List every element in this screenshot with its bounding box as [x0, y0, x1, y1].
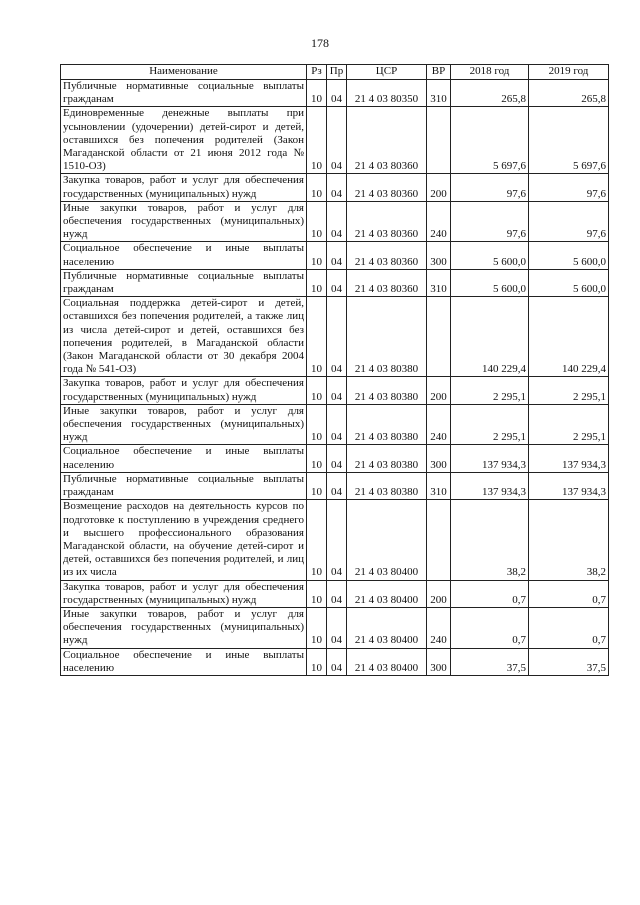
cell-pr: 04 [327, 377, 347, 404]
cell-csr: 21 4 03 80360 [347, 107, 427, 174]
cell-2019: 2 295,1 [529, 377, 609, 404]
table-row [61, 404, 609, 445]
cell-name: Возмещение расходов на деятельность курсов по подготовке к поступлению в учреждения среднего и высшего профессионального образования Магаданской области, на обучение детей-сирот и детей, оставшихся без попечения родителей, и лиц из их числа [61, 500, 307, 580]
cell-rz: 10 [307, 377, 327, 404]
header-pr: Пр [327, 65, 347, 80]
table-row [61, 174, 609, 201]
cell-name: Публичные нормативные социальные выплаты гражданам [61, 269, 307, 296]
cell-rz: 10 [307, 269, 327, 296]
cell-2019: 0,7 [529, 607, 609, 648]
cell-2018: 0,7 [451, 580, 529, 607]
cell-pr: 04 [327, 472, 347, 499]
cell-rz: 10 [307, 580, 327, 607]
cell-2019: 0,7 [529, 580, 609, 607]
cell-vr: 310 [427, 472, 451, 499]
table-body [61, 80, 609, 676]
cell-2019: 140 229,4 [529, 297, 609, 377]
cell-rz: 10 [307, 174, 327, 201]
cell-rz: 10 [307, 107, 327, 174]
cell-name: Социальное обеспечение и иные выплаты населению [61, 242, 307, 269]
header-2018: 2018 год [451, 65, 529, 80]
cell-2019: 5 600,0 [529, 242, 609, 269]
cell-rz: 10 [307, 242, 327, 269]
cell-name: Социальное обеспечение и иные выплаты населению [61, 445, 307, 472]
table-row [61, 445, 609, 472]
cell-2018: 5 600,0 [451, 269, 529, 296]
cell-vr: 200 [427, 174, 451, 201]
cell-2018: 137 934,3 [451, 472, 529, 499]
cell-csr: 21 4 03 80400 [347, 607, 427, 648]
table-row [61, 297, 609, 377]
cell-pr: 04 [327, 297, 347, 377]
cell-name: Иные закупки товаров, работ и услуг для обеспечения государственных (муниципальных) нужд [61, 404, 307, 445]
cell-name: Закупка товаров, работ и услуг для обеспечения государственных (муниципальных) нужд [61, 377, 307, 404]
cell-2019: 2 295,1 [529, 404, 609, 445]
cell-rz: 10 [307, 445, 327, 472]
cell-pr: 04 [327, 500, 347, 580]
cell-pr: 04 [327, 607, 347, 648]
cell-vr: 200 [427, 580, 451, 607]
table-row [61, 580, 609, 607]
table-row [61, 107, 609, 174]
cell-2019: 38,2 [529, 500, 609, 580]
cell-pr: 04 [327, 445, 347, 472]
table-row [61, 80, 609, 107]
table-row [61, 500, 609, 580]
cell-2019: 5 697,6 [529, 107, 609, 174]
cell-2019: 5 600,0 [529, 269, 609, 296]
cell-csr: 21 4 03 80360 [347, 174, 427, 201]
cell-rz: 10 [307, 607, 327, 648]
cell-2019: 37,5 [529, 648, 609, 675]
cell-vr [427, 107, 451, 174]
cell-vr: 300 [427, 242, 451, 269]
header-2019: 2019 год [529, 65, 609, 80]
cell-csr: 21 4 03 80350 [347, 80, 427, 107]
table-row [61, 607, 609, 648]
cell-rz: 10 [307, 648, 327, 675]
cell-pr: 04 [327, 242, 347, 269]
cell-name: Публичные нормативные социальные выплаты гражданам [61, 472, 307, 499]
table-row [61, 377, 609, 404]
cell-2018: 5 697,6 [451, 107, 529, 174]
cell-rz: 10 [307, 500, 327, 580]
cell-vr: 240 [427, 607, 451, 648]
header-name: Наименование [61, 65, 307, 80]
cell-name: Единовременные денежные выплаты при усыновлении (удочерении) детей-сирот и детей, оставшихся без попечения родителей (Закон Магаданской области от 21 июня 2012 года № 1510-ОЗ) [61, 107, 307, 174]
cell-pr: 04 [327, 404, 347, 445]
cell-2019: 137 934,3 [529, 472, 609, 499]
cell-csr: 21 4 03 80400 [347, 500, 427, 580]
cell-csr: 21 4 03 80360 [347, 242, 427, 269]
cell-2019: 265,8 [529, 80, 609, 107]
cell-name: Иные закупки товаров, работ и услуг для обеспечения государственных (муниципальных) нужд [61, 607, 307, 648]
cell-pr: 04 [327, 580, 347, 607]
cell-vr: 240 [427, 201, 451, 242]
cell-2019: 137 934,3 [529, 445, 609, 472]
cell-pr: 04 [327, 201, 347, 242]
cell-name: Закупка товаров, работ и услуг для обеспечения государственных (муниципальных) нужд [61, 174, 307, 201]
cell-csr: 21 4 03 80380 [347, 297, 427, 377]
cell-pr: 04 [327, 107, 347, 174]
cell-2018: 5 600,0 [451, 242, 529, 269]
cell-2018: 0,7 [451, 607, 529, 648]
cell-2018: 37,5 [451, 648, 529, 675]
cell-vr: 300 [427, 648, 451, 675]
cell-csr: 21 4 03 80380 [347, 445, 427, 472]
cell-name: Социальная поддержка детей-сирот и детей, оставшихся без попечения родителей, а также лиц из числа детей-сирот и детей, оставшихся без попечения родителей, в Магаданской области (Закон Магаданской области от 30 декабря 2004 года № 541-ОЗ) [61, 297, 307, 377]
cell-csr: 21 4 03 80400 [347, 580, 427, 607]
cell-pr: 04 [327, 174, 347, 201]
header-csr: ЦСР [347, 65, 427, 80]
cell-name: Публичные нормативные социальные выплаты гражданам [61, 80, 307, 107]
cell-vr: 310 [427, 269, 451, 296]
cell-2018: 265,8 [451, 80, 529, 107]
cell-csr: 21 4 03 80380 [347, 404, 427, 445]
cell-csr: 21 4 03 80400 [347, 648, 427, 675]
page-number: 178 [311, 36, 329, 50]
header-rz: Рз [307, 65, 327, 80]
cell-vr: 200 [427, 377, 451, 404]
table-row [61, 472, 609, 499]
cell-vr [427, 297, 451, 377]
table-row [61, 269, 609, 296]
cell-2019: 97,6 [529, 174, 609, 201]
cell-vr: 300 [427, 445, 451, 472]
table-row [61, 242, 609, 269]
cell-csr: 21 4 03 80380 [347, 472, 427, 499]
cell-2018: 97,6 [451, 174, 529, 201]
cell-vr: 240 [427, 404, 451, 445]
cell-name: Закупка товаров, работ и услуг для обеспечения государственных (муниципальных) нужд [61, 580, 307, 607]
header-row [61, 65, 609, 80]
table-row [61, 648, 609, 675]
cell-vr [427, 500, 451, 580]
table-row [61, 201, 609, 242]
cell-name: Социальное обеспечение и иные выплаты населению [61, 648, 307, 675]
cell-2018: 2 295,1 [451, 404, 529, 445]
cell-pr: 04 [327, 80, 347, 107]
cell-vr: 310 [427, 80, 451, 107]
cell-csr: 21 4 03 80380 [347, 377, 427, 404]
cell-rz: 10 [307, 472, 327, 499]
cell-2018: 140 229,4 [451, 297, 529, 377]
cell-rz: 10 [307, 201, 327, 242]
header-vr: ВР [427, 65, 451, 80]
cell-pr: 04 [327, 269, 347, 296]
cell-rz: 10 [307, 80, 327, 107]
cell-csr: 21 4 03 80360 [347, 269, 427, 296]
budget-table [60, 64, 609, 676]
cell-2018: 2 295,1 [451, 377, 529, 404]
cell-2018: 137 934,3 [451, 445, 529, 472]
cell-2019: 97,6 [529, 201, 609, 242]
cell-2018: 97,6 [451, 201, 529, 242]
cell-name: Иные закупки товаров, работ и услуг для обеспечения государственных (муниципальных) нужд [61, 201, 307, 242]
cell-pr: 04 [327, 648, 347, 675]
cell-rz: 10 [307, 404, 327, 445]
cell-2018: 38,2 [451, 500, 529, 580]
cell-rz: 10 [307, 297, 327, 377]
cell-csr: 21 4 03 80360 [347, 201, 427, 242]
